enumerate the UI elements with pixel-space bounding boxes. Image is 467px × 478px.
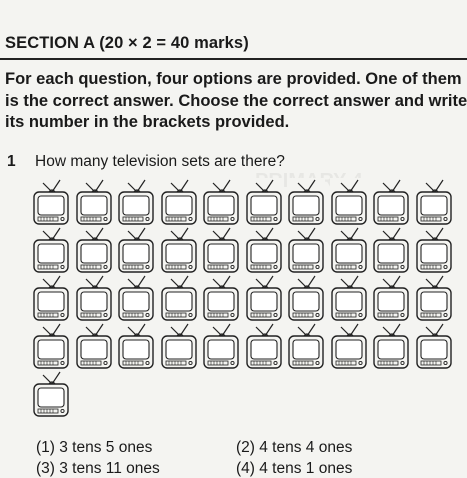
television-icon <box>245 322 283 370</box>
television-icon <box>330 226 368 274</box>
television-icon <box>415 322 453 370</box>
television-icon <box>75 226 113 274</box>
television-icon <box>415 274 453 322</box>
television-icon <box>245 226 283 274</box>
television-icon <box>160 178 198 226</box>
option-3[interactable]: (3) 3 tens 11 ones <box>36 460 160 477</box>
television-icon <box>287 322 325 370</box>
television-icon <box>202 226 240 274</box>
television-icon <box>330 178 368 226</box>
instructions <box>5 69 467 134</box>
television-icon <box>32 322 70 370</box>
television-icon <box>75 322 113 370</box>
television-icon <box>32 178 70 226</box>
television-icon <box>160 274 198 322</box>
television-icon <box>415 226 453 274</box>
television-icon <box>245 274 283 322</box>
question-text: How many television sets are there? <box>35 153 285 170</box>
television-icon <box>117 274 155 322</box>
instructions-line: is the correct answer. Choose the correct answer and write <box>5 91 467 110</box>
television-icon <box>372 178 410 226</box>
option-1[interactable]: (1) 3 tens 5 ones <box>36 439 153 456</box>
television-icon <box>372 274 410 322</box>
television-icon <box>287 178 325 226</box>
television-icon <box>32 274 70 322</box>
television-icon <box>372 322 410 370</box>
television-icon <box>32 370 70 418</box>
section-divider <box>0 58 467 60</box>
question-number: 1 <box>7 153 16 170</box>
television-icon <box>160 226 198 274</box>
television-icon <box>287 274 325 322</box>
television-icon <box>245 178 283 226</box>
television-icon <box>32 226 70 274</box>
television-icon <box>160 322 198 370</box>
television-icon <box>75 178 113 226</box>
television-icon <box>330 322 368 370</box>
television-icon <box>330 274 368 322</box>
television-icon <box>372 226 410 274</box>
option-4[interactable]: (4) 4 tens 1 ones <box>236 460 353 477</box>
television-icon <box>202 178 240 226</box>
television-icon <box>287 226 325 274</box>
television-icon <box>117 178 155 226</box>
television-icon <box>75 274 113 322</box>
instructions-line: its number in the brackets provided. <box>5 113 290 131</box>
instructions-line: For each question, four options are provided. One of them <box>5 70 462 88</box>
television-icon <box>202 322 240 370</box>
television-icon <box>415 178 453 226</box>
television-icon <box>117 322 155 370</box>
television-icon <box>202 274 240 322</box>
section-title: SECTION A (20 × 2 = 40 marks) <box>5 34 249 52</box>
option-2[interactable]: (2) 4 tens 4 ones <box>236 439 353 456</box>
television-icon <box>117 226 155 274</box>
